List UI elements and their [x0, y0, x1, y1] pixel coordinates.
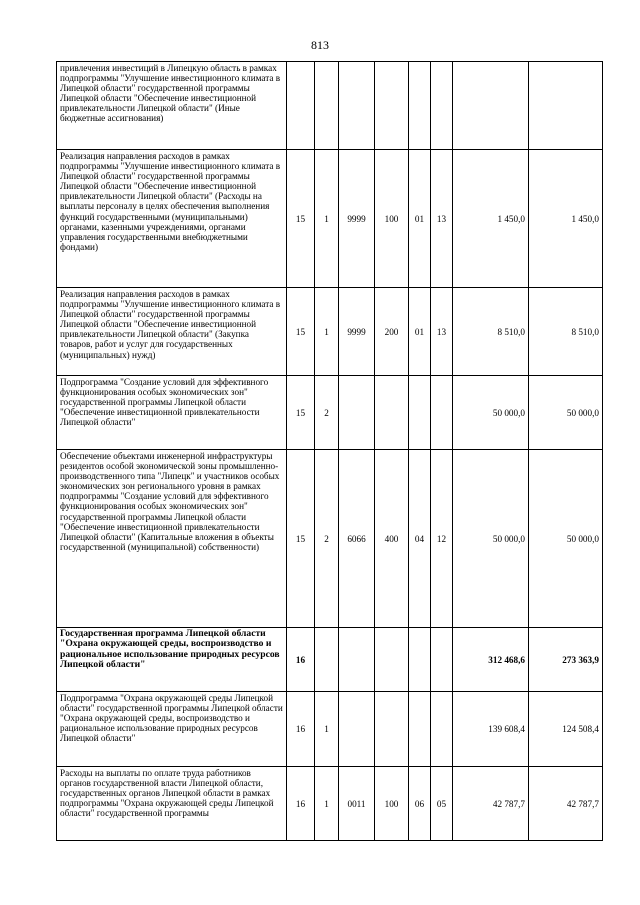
section-cell: [409, 376, 431, 450]
amount-2-cell: 50 000,0: [529, 376, 603, 450]
section-cell: [409, 692, 431, 767]
table-row: [57, 450, 603, 628]
direction-code-cell: 0011: [339, 767, 375, 841]
row-description: Обеспечение объектами инженерной инфраструктуры резидентов особой экономической зоны промышленно-производственного типа "Липецк" и участников особых экономических зон регионального уровня в рамках подпрограммы "Создание условий для эффективного функционирования особых экономических зон" государственной программы Липецкой области "Обеспечение инвестиционной привлекательности Липецкой области" (Капитальные вложения в объекты государственной (муниципальной) собственности): [57, 450, 287, 628]
row-description: Реализация направления расходов в рамках подпрограммы "Улучшение инвестиционного климата в Липецкой области" государственной программы Липецкой области "Обеспечение инвестиционной привлекательности Липецкой области" (Закупка товаров, работ и услуг для государственных (муниципальных) нужд): [57, 288, 287, 376]
subsection-cell: 05: [431, 767, 453, 841]
subsection-cell: 12: [431, 450, 453, 628]
expense-type-cell: [375, 376, 409, 450]
subsection-cell: [431, 628, 453, 692]
program-code-cell: [287, 62, 315, 150]
expense-type-cell: 100: [375, 150, 409, 288]
subprogram-code-cell: 1: [315, 150, 339, 288]
section-cell: [409, 628, 431, 692]
direction-code-cell: 6066: [339, 450, 375, 628]
row-description: Государственная программа Липецкой области "Охрана окружающей среды, воспроизводство и рациональное использование природных ресурсов Липецкой области": [57, 628, 287, 692]
subsection-cell: [431, 692, 453, 767]
table-row: [57, 692, 603, 767]
section-cell: 06: [409, 767, 431, 841]
direction-code-cell: 9999: [339, 150, 375, 288]
subprogram-code-cell: 1: [315, 288, 339, 376]
amount-2-cell: 42 787,7: [529, 767, 603, 841]
direction-code-cell: 9999: [339, 288, 375, 376]
amount-1-cell: [453, 62, 529, 150]
subsection-cell: [431, 62, 453, 150]
subprogram-code-cell: 2: [315, 450, 339, 628]
program-code-cell: 15: [287, 150, 315, 288]
subprogram-code-cell: 1: [315, 692, 339, 767]
row-description: Подпрограмма "Охрана окружающей среды Липецкой области" государственной программы Липецкой области "Охрана окружающей среды, воспроизводство и рациональное использование природных ресурсов Липецкой области": [57, 692, 287, 767]
direction-code-cell: [339, 62, 375, 150]
expense-type-cell: [375, 62, 409, 150]
amount-1-cell: 42 787,7: [453, 767, 529, 841]
program-code-cell: 15: [287, 288, 315, 376]
page-number: 813: [311, 38, 329, 52]
direction-code-cell: [339, 692, 375, 767]
amount-2-cell: 8 510,0: [529, 288, 603, 376]
expense-type-cell: [375, 628, 409, 692]
amount-1-cell: 139 608,4: [453, 692, 529, 767]
row-description: Реализация направления расходов в рамках подпрограммы "Улучшение инвестиционного климата в Липецкой области" государственной программы Липецкой области "Обеспечение инвестиционной привлекательности Липецкой области" (Расходы на выплаты персоналу в целях обеспечения выполнения функций государственными (муниципальными) органами, казенными учреждениями, органами управления государственными внебюджетными фондами): [57, 150, 287, 288]
section-cell: [409, 62, 431, 150]
subprogram-code-cell: [315, 62, 339, 150]
table-row: [57, 150, 603, 288]
amount-2-cell: 50 000,0: [529, 450, 603, 628]
expense-type-cell: 200: [375, 288, 409, 376]
table-row: [57, 767, 603, 841]
section-cell: 01: [409, 150, 431, 288]
table-row: [57, 288, 603, 376]
section-cell: 04: [409, 450, 431, 628]
amount-2-cell: 273 363,9: [529, 628, 603, 692]
subsection-cell: [431, 376, 453, 450]
program-code-cell: 15: [287, 450, 315, 628]
amount-2-cell: 124 508,4: [529, 692, 603, 767]
expense-type-cell: 100: [375, 767, 409, 841]
amount-2-cell: 1 450,0: [529, 150, 603, 288]
amount-1-cell: 1 450,0: [453, 150, 529, 288]
row-description: Расходы на выплаты по оплате труда работников органов государственной власти Липецкой области, государственных органов Липецкой области в рамках подпрограммы "Охрана окружающей среды Липецкой области" государственной программы: [57, 767, 287, 841]
subsection-cell: 13: [431, 288, 453, 376]
amount-1-cell: 312 468,6: [453, 628, 529, 692]
program-code-cell: 16: [287, 767, 315, 841]
table-row: [57, 62, 603, 150]
program-code-cell: 15: [287, 376, 315, 450]
direction-code-cell: [339, 376, 375, 450]
table-body: [57, 62, 603, 841]
subsection-cell: 13: [431, 150, 453, 288]
direction-code-cell: [339, 628, 375, 692]
subprogram-code-cell: 2: [315, 376, 339, 450]
budget-table: [56, 61, 603, 841]
amount-1-cell: 50 000,0: [453, 450, 529, 628]
expense-type-cell: 400: [375, 450, 409, 628]
section-cell: 01: [409, 288, 431, 376]
subprogram-code-cell: 1: [315, 767, 339, 841]
amount-1-cell: 50 000,0: [453, 376, 529, 450]
program-code-cell: 16: [287, 692, 315, 767]
row-description: привлечения инвестиций в Липецкую область в рамках подпрограммы "Улучшение инвестиционного климата в Липецкой области" государственной программы Липецкой области "Обеспечение инвестиционной привлекательности Липецкой области" (Иные бюджетные ассигнования): [57, 62, 287, 150]
amount-2-cell: [529, 62, 603, 150]
row-description: Подпрограмма "Создание условий для эффективного функционирования особых экономических зон" государственной программы Липецкой области "Обеспечение инвестиционной привлекательности Липецкой области": [57, 376, 287, 450]
expense-type-cell: [375, 692, 409, 767]
subprogram-code-cell: [315, 628, 339, 692]
table-row: [57, 376, 603, 450]
amount-1-cell: 8 510,0: [453, 288, 529, 376]
program-code-cell: 16: [287, 628, 315, 692]
table-row: [57, 628, 603, 692]
